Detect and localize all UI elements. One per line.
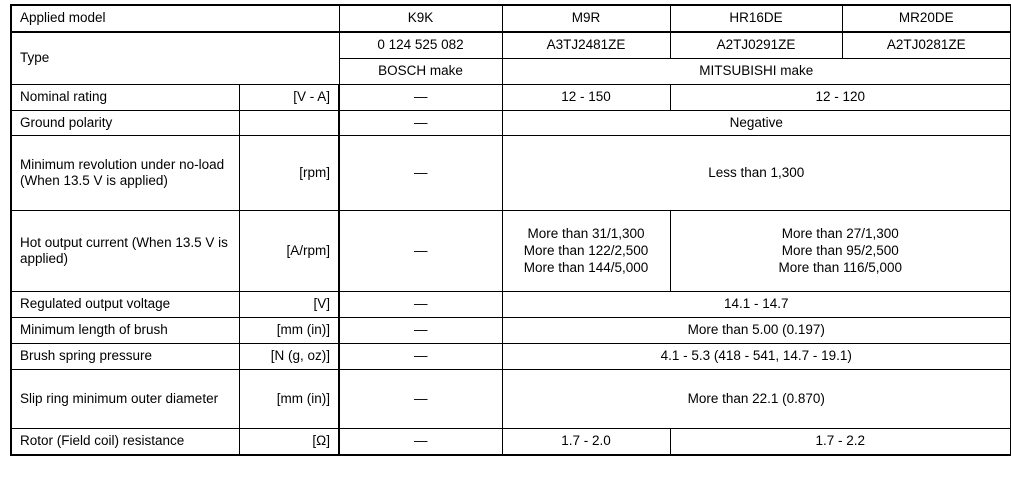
row-label-nominal-rating: Nominal rating [11,84,239,110]
value-nominal-rating-m9r: 12 - 150 [502,84,670,110]
row-unit-brush-spring-pressure: [N (g, oz)] [239,344,339,370]
table-row [11,136,1011,211]
row-unit-nominal-rating: [V - A] [239,84,339,110]
hot-output-m9r-line-2: More than 122/2,500 [523,242,649,258]
row-unit-minimum-revolution-no-load: [rpm] [239,136,339,211]
value-ground-polarity-k9k: — [339,110,502,136]
value-nominal-rating-hr16de-mr20de: 12 - 120 [670,84,1011,110]
table-row [11,370,1011,429]
hot-output-others-line-1: More than 27/1,300 [781,226,899,242]
column-header-m9r: M9R [502,5,670,32]
value-rotor-resistance-m9r: 1.7 - 2.0 [502,429,670,455]
row-unit-slip-ring-minimum-outer-diameter: [mm (in)] [239,370,339,429]
value-hot-output-current-k9k: — [339,211,502,292]
hot-output-m9r-line-3: More than 144/5,000 [523,259,649,275]
alternator-specification-table [10,4,1011,456]
value-hot-output-current-hr16de-mr20de [670,211,1011,292]
row-label-type: Type [11,32,339,84]
table-row [11,318,1011,344]
row-label-regulated-output-voltage: Regulated output voltage [11,292,239,318]
column-header-k9k: K9K [339,5,502,32]
row-label-ground-polarity: Ground polarity [11,110,239,136]
value-rotor-resistance-hr16de-mr20de: 1.7 - 2.2 [670,429,1011,455]
row-unit-regulated-output-voltage: [V] [239,292,339,318]
type-k9k-part-number: 0 124 525 082 [339,32,502,58]
table-row [11,344,1011,370]
type-others-make: MITSUBISHI make [502,58,1011,84]
row-label-minimum-length-of-brush: Minimum length of brush [11,318,239,344]
value-regulated-output-voltage-rest: 14.1 - 14.7 [502,292,1011,318]
value-hot-output-current-m9r [502,211,670,292]
value-minimum-revolution-rest: Less than 1,300 [502,136,1011,211]
table-header-row [11,5,1011,32]
hot-output-m9r-line-1: More than 31/1,300 [527,226,645,242]
type-mr20de-part-number: A2TJ0281ZE [842,32,1011,58]
table-row [11,32,1011,58]
row-label-minimum-revolution-no-load: Minimum revolution under no-load (When 13.5 V is applied) [11,136,239,211]
table-row [11,110,1011,136]
value-ground-polarity-rest: Negative [502,110,1011,136]
row-label-slip-ring-minimum-outer-diameter: Slip ring minimum outer diameter [11,370,239,429]
value-brush-spring-pressure-k9k: — [339,344,502,370]
column-header-hr16de: HR16DE [670,5,842,32]
row-unit-rotor-field-coil-resistance: [Ω] [239,429,339,455]
row-unit-hot-output-current: [A/rpm] [239,211,339,292]
value-slip-ring-k9k: — [339,370,502,429]
column-header-mr20de: MR20DE [842,5,1011,32]
value-nominal-rating-k9k: — [339,84,502,110]
row-label-rotor-field-coil-resistance: Rotor (Field coil) resistance [11,429,239,455]
row-label-brush-spring-pressure: Brush spring pressure [11,344,239,370]
value-minimum-revolution-k9k: — [339,136,502,211]
table-row [11,84,1011,110]
type-k9k-make: BOSCH make [339,58,502,84]
value-minimum-length-brush-k9k: — [339,318,502,344]
type-hr16de-part-number: A2TJ0291ZE [670,32,842,58]
hot-output-others-line-2: More than 95/2,500 [781,242,899,258]
applied-model-header: Applied model [11,5,339,32]
table-row [11,429,1011,455]
table-row [11,292,1011,318]
value-brush-spring-pressure-rest: 4.1 - 5.3 (418 - 541, 14.7 - 19.1) [502,344,1011,370]
value-regulated-output-voltage-k9k: — [339,292,502,318]
value-minimum-length-brush-rest: More than 5.00 (0.197) [502,318,1011,344]
row-unit-ground-polarity [239,110,339,136]
table-row [11,211,1011,292]
value-slip-ring-rest: More than 22.1 (0.870) [502,370,1011,429]
hot-output-others-line-3: More than 116/5,000 [778,259,903,275]
row-unit-minimum-length-of-brush: [mm (in)] [239,318,339,344]
type-m9r-part-number: A3TJ2481ZE [502,32,670,58]
value-rotor-resistance-k9k: — [339,429,502,455]
row-label-hot-output-current: Hot output current (When 13.5 V is applied) [11,211,239,292]
